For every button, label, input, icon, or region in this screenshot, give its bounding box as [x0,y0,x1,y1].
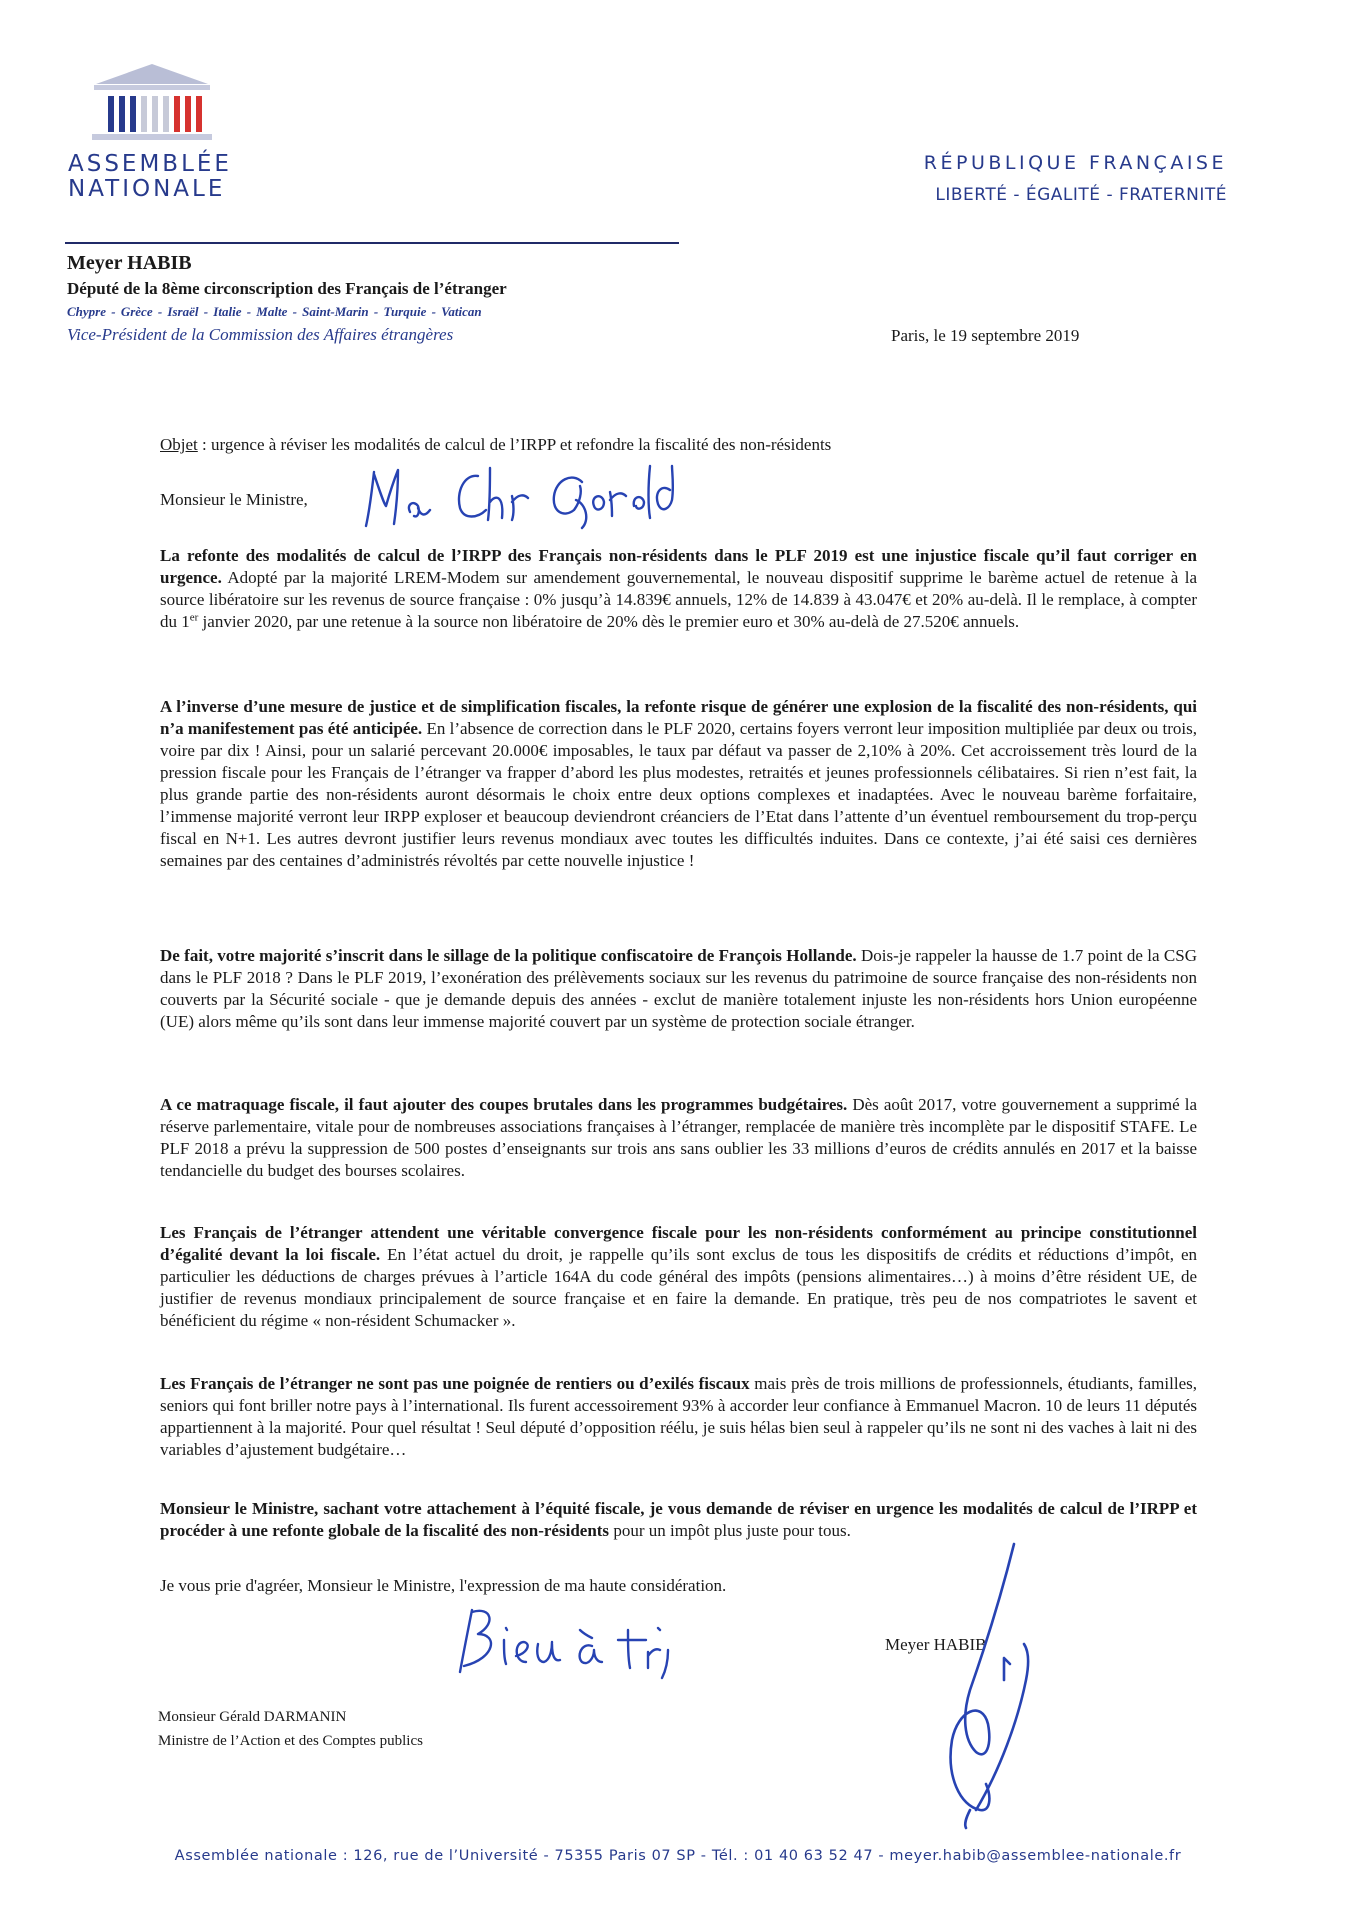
paragraph-2-lead: A l’inverse d’une mesure de justice et de simplification fiscales, la refonte risque de générer une explosion de la fiscalité des non-résidents, qui n’a manifestement pas été anticipée. [160,697,1197,738]
handwritten-greeting [360,462,680,532]
paragraph-1 [160,545,1197,633]
recipient-block [158,1705,423,1753]
sender-role: Vice-Président de la Commission des Affaires étrangères [67,325,454,344]
paragraph-6 [160,1373,1197,1461]
object-text: : urgence à réviser les modalités de calcul de l’IRPP et refondre la fiscalité des non-résidents [197,435,832,454]
republic-heading [924,150,1227,208]
paragraph-4-lead: A ce matraquage fiscale, il faut ajouter des coupes brutales dans les programmes budgétaires. [160,1095,848,1114]
footer-address: Assemblée nationale : 126, rue de l’Université - 75355 Paris 07 SP - Tél. : 01 40 63 52 47 - meyer.habib@assemblee-nationale.fr [174,1848,1182,1864]
sender-block [67,250,767,348]
signatory-name: Meyer HABIB [885,1635,987,1654]
salutation: Monsieur le Ministre, [160,490,308,509]
paragraph-5-lead: Les Français de l’étranger attendent une véritable convergence fiscale pour les non-résidents conformément au principe constitutionnel d’égalité devant la loi fiscale. [160,1223,1197,1264]
handwritten-closing [452,1600,682,1680]
paragraph-2 [160,696,1197,872]
sender-countries: Chypre - Grèce - Israël - Italie - Malte - Saint-Marin - Turquie - Vatican [67,304,482,319]
republique-francaise: RÉPUBLIQUE FRANÇAISE [923,152,1227,174]
sender-mandate: Député de la 8ème circonscription des Français de l’étranger [67,279,507,298]
paragraph-6-text: mais près de trois millions de professionnels, étudiants, familles, seniors qui font briller notre pays à l’international. Ils furent accessoirement 93% à accorder leur confiance à Emmanuel Macron. 10 de leurs 11 députés appartiennent à la majorité. Pour quel résultat ! Seul député d’opposition réélu, je suis hélas bien seul à rappeler qu’ils ne sont ni des vaches à lait ni des variables d’ajustement budgétaire… [160,1374,1197,1459]
hemicycle-emblem-icon [82,62,222,142]
national-motto: LIBERTÉ - ÉGALITÉ - FRATERNITÉ [935,185,1227,205]
signature [930,1540,1040,1830]
paragraph-6-lead: Les Français de l’étranger ne sont pas une poignée de rentiers ou d’exilés fiscaux [160,1374,750,1393]
paragraph-4 [160,1094,1197,1182]
paragraph-5-text: En l’état actuel du droit, je rappelle qu’ils sont exclus de tous les dispositifs de crédits et réductions d’impôt, en particulier les déductions de charges prévues à l’article 164A du code général des impôts (pensions alimentaires…) à moins d’être résident UE, de justifier de revenus mondiaux principalement de source française et en faire la demande. En pratique, très peu de nos compatriotes le savent et bénéficient du régime « non-résident Schumacker ». [160,1245,1197,1330]
logo-line-2: NATIONALE [68,176,226,202]
paragraph-7-lead: Monsieur le Ministre, sachant votre attachement à l’équité fiscale, je vous demande de réviser en urgence les modalités de calcul de l’IRPP et procéder à une refonte globale de la fiscalité des non-résidents [160,1499,1197,1540]
paragraph-1-lead: La refonte des modalités de calcul de l’IRPP des Français non-résidents dans le PLF 2019 est une injustice fiscale qu’il faut corriger en urgence. [160,546,1197,587]
paragraph-1-text-a: Adopté par la majorité LREM-Modem sur amendement gouvernemental, le nouveau dispositif supprime le barème actuel de retenue à la source libératoire sur les revenus de source française : 0% jusqu’à 14.839€ annuels, 12% de 14.839 à 43.047€ et 20% au-delà. Il le remplace, à compter du 1 [160,568,1197,631]
paragraph-7 [160,1498,1197,1542]
sender-name: Meyer HABIB [67,252,192,274]
letter-date: Paris, le 19 septembre 2019 [891,326,1080,345]
paragraph-3 [160,945,1197,1033]
recipient-name: Monsieur Gérald DARMANIN [158,1709,347,1725]
recipient-title: Ministre de l’Action et des Comptes publics [158,1733,423,1749]
paragraph-1-text-b: janvier 2020, par une retenue à la source non libératoire de 20% dès le premier euro et 30% au-delà de 27.520€ annuels. [198,612,1020,631]
paragraph-5 [160,1222,1197,1332]
paragraph-1-sup: er [189,611,199,624]
logo-line-1: ASSEMBLÉE [68,151,232,177]
paragraph-2-text: En l’absence de correction dans le PLF 2020, certains foyers verront leur imposition multipliée par deux ou trois, voire par dix ! Ainsi, pour un salarié percevant 20.000€ imposables, le taux par défaut va passer de 2,10% à 20%. Cet accroissement très lourd de la pression fiscale pour les Français de l’étranger va frapper d’abord les plus modestes, retraités et jeunes professionnels célibataires. Si rien n’est fait, la plus grande partie des non-résidents auront désormais le choix entre deux options complexes et inadaptées. Avec le nouveau barème forfaitaire, l’immense majorité verront leur IRPP exploser et beaucoup deviendront créanciers de l’Etat dans l’attente d’un éventuel remboursement du trop-perçu fiscal en N+1. Les autres devront justifier leurs revenus mondiaux avec toutes les difficultés induites. Dans ce contexte, j’ai été saisi ces dernières semaines par des centaines d’administrés révoltés par cette nouvelle injustice ! [160,719,1197,870]
closing-formula: Je vous prie d'agréer, Monsieur le Ministre, l'expression de ma haute considération. [160,1576,727,1595]
paragraph-3-text: Dois-je rappeler la hausse de 1.7 point de la CSG dans le PLF 2018 ? Dans le PLF 2019, l’exonération des prélèvements sociaux sur les revenus du patrimoine de source française des non-résidents non couverts par la Sécurité sociale - que je demande depuis des années - exclut de manière totalement injuste les non-résidents hors Union européenne (UE) alors même qu’ils sont dans leur immense majorité couvert par un système de protection sociale étranger. [160,946,1197,1031]
object-label: Objet [160,435,198,454]
paragraph-4-text: Dès août 2017, votre gouvernement a supprimé la réserve parlementaire, vitale pour de nombreuses associations françaises à l’étranger, remplacée de manière très incomplète par le dispositif STAFE. Le PLF 2018 a prévu la suppression de 500 postes d’enseignants sur trois ans sans oublier les 33 millions d’euros de crédits annulés en 2017 et la baisse tendancielle du budget des bourses scolaires. [160,1095,1198,1180]
paragraph-3-lead: De fait, votre majorité s’inscrit dans le sillage de la politique confiscatoire de François Hollande. [160,946,857,965]
logo-wordmark [68,152,308,202]
header-divider [65,242,679,244]
paragraph-7-text: pour un impôt plus juste pour tous. [609,1521,851,1540]
